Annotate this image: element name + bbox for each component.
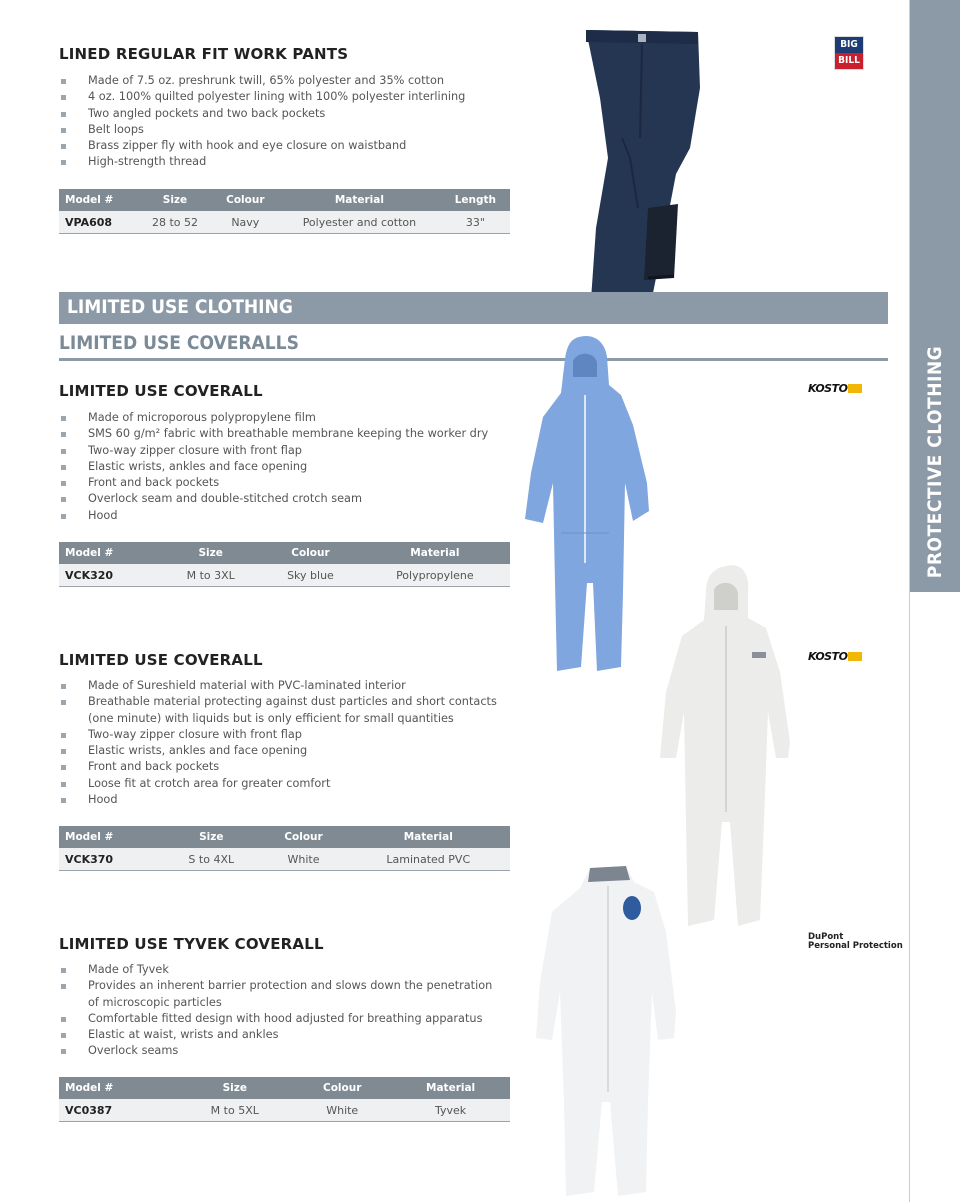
- column-header: Material: [360, 542, 510, 564]
- column-header: Material: [347, 826, 510, 848]
- table-row: [59, 564, 510, 587]
- feature-item: Two-way zipper closure with front flap: [59, 443, 499, 459]
- pants-title: LINED REGULAR FIT WORK PANTS: [59, 45, 349, 63]
- table-cell: White: [261, 848, 347, 871]
- coverall2-features: [59, 678, 499, 808]
- feature-item: Hood: [59, 508, 499, 524]
- kosto-logo-mark-2: [848, 652, 862, 661]
- table-cell: Tyvek: [391, 1099, 510, 1122]
- table-cell: White: [293, 1099, 391, 1122]
- column-header: Size: [137, 189, 212, 211]
- table-cell: VCK320: [59, 564, 160, 587]
- column-header: Material: [391, 1077, 510, 1099]
- coverall2-spec-table: [59, 826, 510, 871]
- feature-item: Comfortable fitted design with hood adjusted for breathing apparatus: [59, 1011, 499, 1027]
- column-header: Colour: [213, 189, 278, 211]
- coverall3-spec-table: [59, 1077, 510, 1122]
- column-header: Length: [441, 189, 510, 211]
- feature-item: Provides an inherent barrier protection and slows down the penetration of microscopic particles: [59, 978, 499, 1011]
- coverall1-features: [59, 410, 499, 524]
- feature-item: Overlock seams: [59, 1043, 499, 1059]
- table-cell: M to 3XL: [160, 564, 261, 587]
- column-header: Model #: [59, 1077, 176, 1099]
- subsection-title: LIMITED USE COVERALLS: [59, 332, 299, 354]
- table-header-row: [59, 826, 510, 848]
- coverall3-features: [59, 962, 499, 1060]
- table-row: [59, 1099, 510, 1122]
- pants-spec-table: [59, 189, 510, 234]
- coverall2-title: LIMITED USE COVERALL: [59, 651, 263, 669]
- section-title: LIMITED USE CLOTHING: [67, 296, 293, 318]
- section-header-limited-use-clothing: [59, 292, 888, 324]
- table-cell: 33": [441, 211, 510, 234]
- coverall1-spec-table: [59, 542, 510, 587]
- feature-item: Made of Sureshield material with PVC-laminated interior: [59, 678, 499, 694]
- table-header-row: [59, 189, 510, 211]
- table-cell: Polyester and cotton: [278, 211, 441, 234]
- table-header-row: [59, 542, 510, 564]
- column-header: Size: [162, 826, 260, 848]
- table-cell: Sky blue: [261, 564, 360, 587]
- kosto-logo-mark: [848, 384, 862, 393]
- table-cell: VCK370: [59, 848, 162, 871]
- column-header: Model #: [59, 542, 160, 564]
- feature-item: Hood: [59, 792, 499, 808]
- kosto-logo-text: KOSTO: [808, 382, 848, 395]
- column-header: Material: [278, 189, 441, 211]
- feature-item: Loose fit at crotch area for greater comfort: [59, 776, 499, 792]
- kosto-logo-text-2: KOSTO: [808, 650, 848, 663]
- dupont-logo: [808, 933, 903, 951]
- kosto-logo-2: [808, 652, 888, 662]
- table-cell: Polypropylene: [360, 564, 510, 587]
- feature-item: Belt loops: [59, 122, 519, 138]
- feature-item: Two-way zipper closure with front flap: [59, 727, 499, 743]
- column-header: Model #: [59, 826, 162, 848]
- feature-item: Elastic wrists, ankles and face opening: [59, 743, 499, 759]
- feature-item: Made of microporous polypropylene film: [59, 410, 499, 426]
- table-cell: 28 to 52: [137, 211, 212, 234]
- feature-item: Elastic wrists, ankles and face opening: [59, 459, 499, 475]
- feature-item: Made of 7.5 oz. preshrunk twill, 65% polyester and 35% cotton: [59, 73, 519, 89]
- column-header: Size: [160, 542, 261, 564]
- work-pants-image: [578, 28, 702, 320]
- table-header-row: [59, 1077, 510, 1099]
- column-header: Colour: [261, 826, 347, 848]
- feature-item: Brass zipper fly with hook and eye closure on waistband: [59, 138, 519, 154]
- dupont-logo-line1: DuPont: [808, 932, 844, 942]
- table-cell: Navy: [213, 211, 278, 234]
- column-header: Size: [176, 1077, 293, 1099]
- pants-features: [59, 73, 519, 171]
- feature-item: Elastic at waist, wrists and ankles: [59, 1027, 499, 1043]
- big-bill-logo: [834, 36, 864, 70]
- feature-item: High-strength thread: [59, 154, 519, 170]
- table-cell: VC0387: [59, 1099, 176, 1122]
- feature-item: Made of Tyvek: [59, 962, 499, 978]
- feature-item: Front and back pockets: [59, 475, 499, 491]
- table-row: [59, 211, 510, 234]
- side-tab-label: PROTECTIVE CLOTHING: [924, 345, 946, 579]
- tyvek-coverall-image: [530, 862, 680, 1197]
- feature-item: 4 oz. 100% quilted polyester lining with 100% polyester interlining: [59, 89, 519, 105]
- table-cell: S to 4XL: [162, 848, 260, 871]
- feature-item: Front and back pockets: [59, 759, 499, 775]
- big-bill-logo-top: BIG: [835, 37, 863, 53]
- column-header: Colour: [293, 1077, 391, 1099]
- blue-coverall-image: [521, 333, 653, 678]
- table-cell: Laminated PVC: [347, 848, 510, 871]
- coverall3-title: LIMITED USE TYVEK COVERALL: [59, 935, 324, 953]
- dupont-logo-line2: Personal Protection: [808, 941, 903, 951]
- table-row: [59, 848, 510, 871]
- coverall1-title: LIMITED USE COVERALL: [59, 382, 263, 400]
- column-header: Colour: [261, 542, 360, 564]
- big-bill-logo-bottom: BILL: [835, 53, 863, 69]
- table-cell: VPA608: [59, 211, 137, 234]
- side-tab: [909, 0, 960, 1202]
- column-header: Model #: [59, 189, 137, 211]
- feature-item: SMS 60 g/m² fabric with breathable membrane keeping the worker dry: [59, 426, 499, 442]
- feature-item: Overlock seam and double-stitched crotch seam: [59, 491, 499, 507]
- feature-item: Breathable material protecting against dust particles and short contacts (one minute) with liquids but is only efficient for small quantities: [59, 694, 499, 727]
- kosto-logo: [808, 384, 888, 394]
- feature-item: Two angled pockets and two back pockets: [59, 106, 519, 122]
- table-cell: M to 5XL: [176, 1099, 293, 1122]
- subsection-header-limited-use-coveralls: [59, 331, 888, 361]
